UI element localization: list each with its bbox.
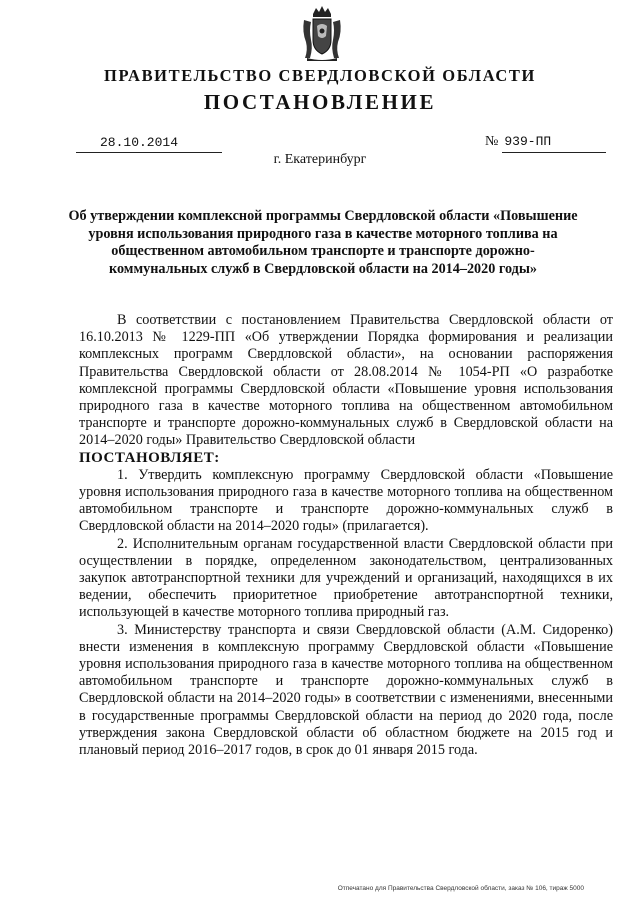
number-sign: № xyxy=(485,134,499,149)
item-paragraph-2: 2. Исполнительным органам государственной власти Свердловской области при осуществлении в порядке, определенном законодательством, централизованных закупок автотранспортной техники для учреждений и организаций, находящихся в их ведении, обеспечить приоритетное приобретение автотранспортной техники, использующей в качестве моторного топлива природный газ. xyxy=(79,535,613,621)
preamble-paragraph: В соответствии с постановлением Правительства Свердловской области от 16.10.2013 № 1229-ПП «Об утверждении Порядка формирования и реализации комплексных программ Свердловской области», на основании распоряжения Правительства Свердловской области от 28.08.2014 № 1054-РП «О разработке комплексной программы Свердловской области «Повышение уровня использования природного газа в качестве моторного топлива на общественном автомобильном транспорте и транспорте дорожно-коммунальных служб в Свердловской области на 2014–2020 годы» Правительство Свердловской области xyxy=(79,312,613,449)
document-date: 28.10.2014 xyxy=(100,135,179,150)
government-name: ПРАВИТЕЛЬСТВО СВЕРДЛОВСКОЙ ОБЛАСТИ xyxy=(104,66,536,85)
document-body xyxy=(79,312,613,759)
coat-of-arms-icon xyxy=(301,6,343,62)
document-number xyxy=(485,134,551,150)
item-paragraph-3: 3. Министерству транспорта и связи Свердловской области (А.М. Сидоренко) внести изменения в комплексную программу Свердловской области «Повышение уровня использования природного газа в качестве моторного топлива на общественном автомобильном транспорте и транспорте дорожно-коммунальных служб в Свердловской области на 2014–2020 годы» в соответствии с изменениями, внесенными в государственные программы Свердловской области на период до 2020 года, после утверждения закона Свердловской области об областном бюджете на 2015 год и плановый период 2016–2017 годов, в срок до 01 января 2015 года. xyxy=(79,621,613,759)
resolves-label: ПОСТАНОВЛЯЕТ: xyxy=(79,449,220,466)
city: г. Екатеринбург xyxy=(273,152,367,167)
number-value: 939-ПП xyxy=(504,134,552,149)
document-type: ПОСТАНОВЛЕНИЕ xyxy=(203,90,437,114)
item-paragraph-1: 1. Утвердить комплексную программу Свердловской области «Повышение уровня использования природного газа в качестве моторного топлива на общественном автомобильном транспорте и транспорте дорожно-коммунальных служб в Свердловской области на 2014–2020 годы» (прилагается). xyxy=(79,466,613,535)
document-heading: Об утверждении комплексной программы Свердловской области «Повышение уровня использования природного газа в качестве моторного топлива на общественном автомобильном транспорте и транспорте дорожно-коммунальных служб в Свердловской области на 2014–2020 годы» xyxy=(68,208,578,277)
print-footer: Отпечатано для Правительства Свердловской области, заказ № 106, тираж 5000 xyxy=(337,885,584,892)
